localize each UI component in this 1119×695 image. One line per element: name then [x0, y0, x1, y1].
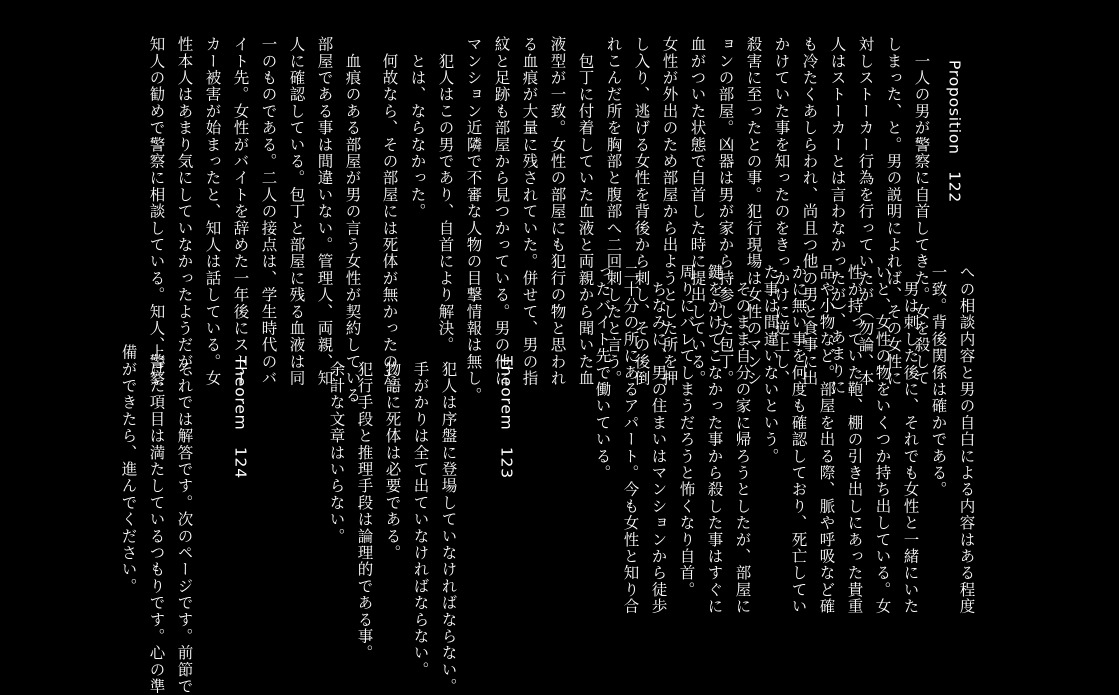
text-line: ョンの部屋。凶器は男が家から持参した包丁。 [716, 36, 735, 387]
text-line: た事は間違いないという。 [761, 264, 780, 465]
text-line: 性が持っていた鞄、棚の引き出しにあった貴重 [845, 264, 864, 615]
text-line: イト先。女性がバイトを辞めた一年後にストー [231, 36, 250, 387]
text-line: 男は刺した後に、それでも女性と一緒にいた [901, 264, 920, 615]
text-line: とは、ならなかった。 [408, 36, 427, 220]
theorem-124-heading: Theorem 124 [231, 356, 250, 479]
text-line: 何故なら、その部屋には死体が無かったのだ。 [380, 36, 399, 404]
text-line: 一人の男が警察に自首してきた。女を殺して [912, 36, 931, 387]
text-line: 人に確認している。包丁と部屋に残る血液は同 [287, 36, 306, 387]
text-line: いと、女性の物をいくつか持ち出している。女 [873, 264, 892, 615]
text-line: 知人の勧めで警察に相談している。知人、警察 [147, 36, 166, 387]
theorem-124-line: 上げた項目は満たしているつもりです。心の準 [147, 344, 166, 695]
text-line: も冷たくあしらわれ、尚且つ他の男と食事に出 [800, 36, 819, 387]
text-line: カー被害が始まったと、知人は話している。女 [203, 36, 222, 387]
text-line: 一のものである。二人の接点は、学生時代のバ [259, 36, 278, 387]
text-line: への相談内容と男の自白による内容はある程度 [957, 264, 976, 615]
text-line: る血痕が大量に残されていた。併せて、男の指 [520, 36, 539, 387]
text-line: マンション近隣で不審な人物の目撃情報は無し。 [464, 36, 483, 404]
text-line: 周りにバレてしまうだろうと怖くなり自首。 [677, 264, 696, 598]
theorem-123-line: 犯人は序盤に登場していなければならない。 [439, 344, 458, 695]
text-line: れこんだ所を胸部と腹部へ二回刺したと言う。 [604, 36, 623, 387]
theorem-123-heading: Theorem 123 [497, 356, 516, 479]
theorem-123-line: 物語に死体は必要である。 [383, 344, 402, 562]
text-line: 性本人はあまり気にしていなかったようだが、 [175, 36, 194, 387]
theorem-123-line: 手がかりは全て出ていなければならない。 [411, 344, 430, 678]
text-line: 人はストーカーとは言わなかったが）、あまりに [828, 36, 847, 396]
text-line: ちなみに、男の住まいはマンションから徒歩 [649, 264, 668, 615]
text-line: 血がついた状態で自首した時に提出している。 [688, 36, 707, 387]
text-line: 犯人はこの男であり、自首により解決。 [436, 36, 455, 354]
text-line: 鍵をかけてこなかった事から殺した事はすぐに [705, 264, 724, 615]
text-line: 包丁に付着していた血液と両親から聞いた血 [576, 36, 595, 387]
proposition-122-heading: Proposition 122 [945, 60, 964, 204]
text-line: し入り、逃げる女性を背後から刺し、その後倒 [632, 36, 651, 387]
text-line: 部屋である事は間違いない。管理人、両親、知 [315, 36, 334, 387]
theorem-123-line: 犯行手段と推理手段は論理的である事。 [355, 344, 374, 662]
text-line: そのまま自分の家に帰ろうとしたが、部屋に [733, 264, 752, 615]
text-line: しまった、と。男の説明によれば、その女性に [884, 36, 903, 387]
text-line: 液型が一致。女性の部屋にも犯行の物と思われ [548, 36, 567, 387]
text-line: 一致。背後関係は確かである。 [929, 264, 948, 498]
text-line: 紋と足跡も部屋から見つかっている。男の他に [492, 36, 511, 387]
text-line: 二十分の所にあるアパート。今も女性と知り合 [621, 264, 640, 615]
text-line: かけていた事を知ったのをきっかけに逆上し、 [772, 36, 791, 387]
theorem-124-line: 備ができたら、進んでください。 [119, 344, 138, 595]
text-line: ったバイト先で働いている。 [593, 264, 612, 482]
text-line: かに無い事を何度も確認しており、死亡してい [789, 264, 808, 615]
text-line: 女性が外出のため部屋から出ようとした所を押 [660, 36, 679, 387]
theorem-123-line: 余計な文章はいらない。 [327, 344, 346, 545]
text-line: 殺害に至ったとの事。犯行現場は女性のマンシ [744, 36, 763, 387]
text-line: 対しストーカー行為を行っていたが（勿論、本 [856, 36, 875, 387]
theorem-124-line: それでは解答です。次のページです。前節で [175, 344, 194, 695]
text-line: 品や小物など。部屋を出る際、脈や呼吸など確 [817, 264, 836, 615]
text-line: 血痕のある部屋が男の言う女性が契約している [343, 36, 362, 404]
